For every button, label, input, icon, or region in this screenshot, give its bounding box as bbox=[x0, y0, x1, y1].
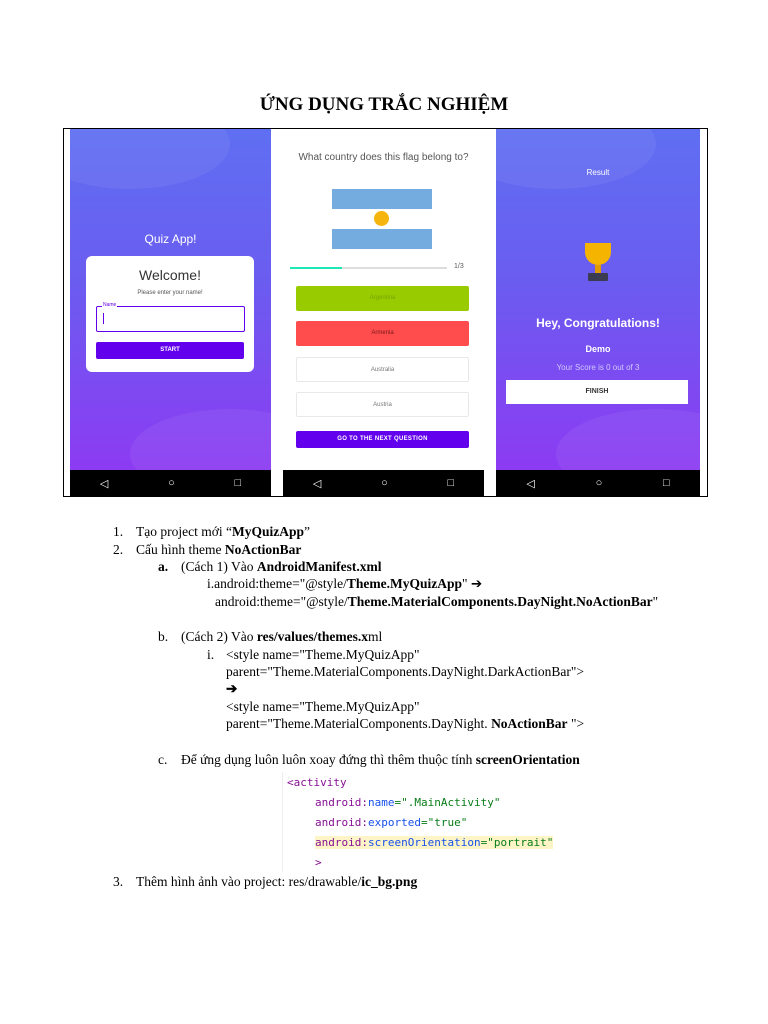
arrow-icon: ➔ bbox=[226, 681, 238, 696]
gradient-background bbox=[496, 129, 700, 470]
back-icon[interactable]: ◁ bbox=[99, 477, 109, 490]
phone-result-screen bbox=[496, 129, 700, 496]
step-2a-i-cont: android:theme="@style/Theme.MaterialComponents.DayNight.NoActionBar" bbox=[215, 594, 659, 609]
option-wrong[interactable]: Armenia bbox=[296, 321, 469, 346]
wave-shape bbox=[70, 129, 230, 189]
style-line: parent="Theme.MaterialComponents.DayNight.DarkActionBar"> bbox=[226, 664, 585, 679]
name-label: Name bbox=[103, 302, 117, 308]
option-correct[interactable]: Argentina bbox=[296, 286, 469, 311]
recents-icon[interactable]: □ bbox=[447, 477, 455, 489]
progress-bar bbox=[290, 267, 447, 269]
player-name: Demo bbox=[585, 344, 611, 354]
option[interactable]: Australia bbox=[296, 357, 469, 382]
welcome-heading: Welcome! bbox=[139, 267, 201, 283]
recents-icon[interactable]: □ bbox=[662, 477, 670, 489]
code-line: > bbox=[315, 856, 322, 869]
substep-label: c. bbox=[158, 752, 168, 767]
name-input[interactable] bbox=[96, 302, 245, 332]
name-prompt: Please enter your name! bbox=[137, 290, 203, 296]
argentina-flag-image bbox=[332, 189, 432, 249]
option[interactable]: Austria bbox=[296, 392, 469, 417]
android-nav-bar bbox=[70, 470, 271, 496]
next-question-button[interactable]: GO TO THE NEXT QUESTION bbox=[296, 431, 469, 448]
page-title: ỨNG DỤNG TRẮC NGHIỆM bbox=[259, 94, 509, 115]
wave-shape bbox=[496, 129, 656, 189]
code-line: android:name=".MainActivity" bbox=[315, 796, 501, 809]
trophy-icon bbox=[582, 239, 614, 283]
progress-text: 1/3 bbox=[454, 263, 464, 270]
style-line: parent="Theme.MaterialComponents.DayNight. NoActionBar "> bbox=[226, 716, 585, 731]
sun-icon bbox=[374, 211, 389, 226]
finish-button[interactable]: FINISH bbox=[506, 380, 688, 404]
android-nav-bar bbox=[283, 470, 484, 496]
question-text: What country does this flag belong to? bbox=[298, 152, 469, 163]
step-2a-i: i.android:theme="@style/Theme.MyQuizApp" ➔ bbox=[207, 576, 483, 591]
app-title: Quiz App! bbox=[144, 232, 197, 246]
step-number: 3. bbox=[113, 874, 124, 889]
text-cursor bbox=[103, 313, 104, 324]
code-line-highlighted: android:screenOrientation="portrait" bbox=[315, 836, 554, 849]
step-number: 1. bbox=[113, 524, 124, 539]
style-line: <style name="Theme.MyQuizApp" bbox=[226, 699, 420, 714]
roman-numeral: i. bbox=[207, 647, 215, 662]
phone-question-screen bbox=[283, 129, 484, 496]
step-3: Thêm hình ảnh vào project: res/drawable/ic_bg.png bbox=[136, 874, 418, 889]
code-snippet bbox=[282, 772, 592, 872]
back-icon[interactable]: ◁ bbox=[312, 477, 322, 490]
score-text: Your Score is 0 out of 3 bbox=[556, 363, 640, 372]
start-button[interactable]: START bbox=[96, 342, 244, 359]
substep-label: b. bbox=[158, 629, 169, 644]
phone-screenshots bbox=[63, 128, 708, 497]
progress-fill bbox=[290, 267, 342, 269]
code-line: android:exported="true" bbox=[315, 816, 468, 829]
android-nav-bar bbox=[496, 470, 700, 496]
welcome-card bbox=[86, 256, 254, 372]
step-2: Cấu hình theme NoActionBar bbox=[136, 542, 302, 557]
home-icon[interactable]: ○ bbox=[381, 477, 388, 489]
back-icon[interactable]: ◁ bbox=[526, 477, 535, 490]
step-2b: (Cách 2) Vào res/values/themes.xml bbox=[181, 629, 383, 644]
result-title: Result bbox=[586, 168, 610, 177]
step-2c: Để ứng dụng luôn luôn xoay đứng thì thêm thuộc tính screenOrientation bbox=[181, 752, 580, 767]
congratulations-text: Hey, Congratulations! bbox=[536, 316, 660, 330]
style-line: <style name="Theme.MyQuizApp" bbox=[226, 647, 420, 662]
step-1: Tạo project mới “MyQuizApp” bbox=[136, 524, 310, 539]
substep-label: a. bbox=[158, 559, 169, 574]
recents-icon[interactable]: □ bbox=[234, 477, 242, 489]
phone-welcome-screen bbox=[70, 129, 271, 496]
home-icon[interactable]: ○ bbox=[595, 477, 603, 489]
code-line: <activity bbox=[287, 776, 347, 789]
step-2a: (Cách 1) Vào AndroidManifest.xml bbox=[181, 559, 382, 574]
step-number: 2. bbox=[113, 542, 124, 557]
home-icon[interactable]: ○ bbox=[168, 477, 175, 489]
